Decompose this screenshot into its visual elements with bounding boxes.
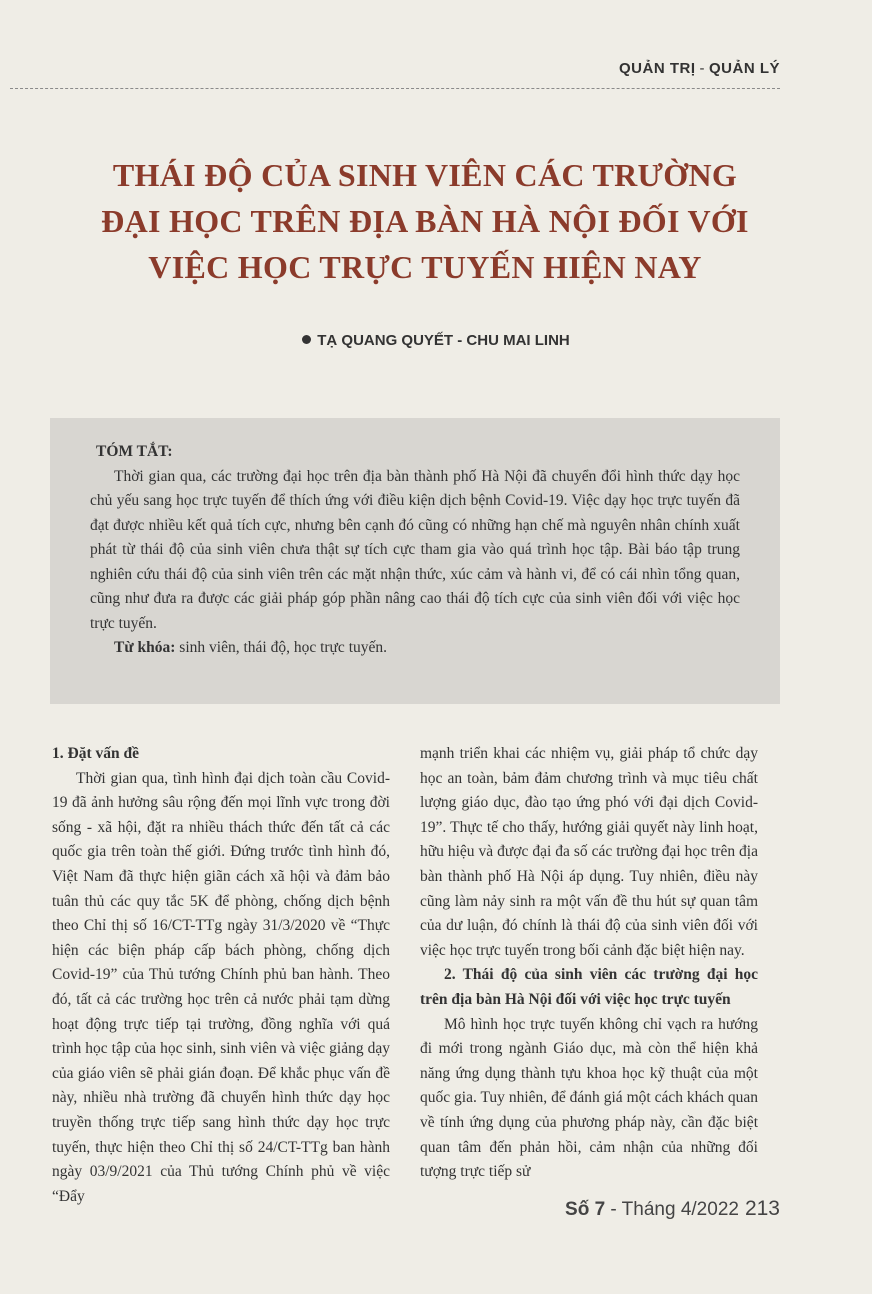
body-column-right [420,742,758,1185]
title-line-1: THÁI ĐỘ CỦA SINH VIÊN CÁC TRƯỜNG [112,157,738,193]
section-heading-1: 1. Đặt vấn đề [52,745,139,762]
authors [0,332,872,349]
keywords [90,636,740,661]
section-label [619,60,780,77]
keywords-text: sinh viên, thái độ, học trực tuyến. [175,639,388,656]
article-title [40,152,810,290]
section-separator: - [699,60,705,77]
bullet-icon [302,335,311,344]
body-paragraph-2: Mô hình học trực tuyến không chỉ vạch ra hướng đi mới trong ngành Giáo dục, mà còn thể hiện khả năng ứng dụng thành tựu khoa học kỹ thuật của một quốc gia. Tuy nhiên, để đánh giá một cách khách quan về tính ứng dụng của phương pháp này, cần đặc biệt quan tâm đến phản hồi, cảm nhận của những đối tượng trực tiếp sử [420,1015,758,1181]
title-line-3: VIỆC HỌC TRỰC TUYẾN HIỆN NAY [148,249,702,285]
abstract-heading: TÓM TẮT: [96,443,173,460]
abstract-box [50,418,780,704]
issue-number: Số 7 [565,1199,606,1220]
page-number: 213 [744,1197,780,1220]
section-name: QUẢN TRỊ [619,60,696,77]
author-names: TẠ QUANG QUYẾT - CHU MAI LINH [317,332,570,349]
body-column-left [52,742,390,1209]
title-line-2: ĐẠI HỌC TRÊN ĐỊA BÀN HÀ NỘI ĐỐI VỚI [101,203,749,239]
body-paragraph-continued: mạnh triển khai các nhiệm vụ, giải pháp tổ chức dạy học an toàn, bảm đảm chương trình và mục tiêu chất lượng giáo dục, đào tạo ứng phó với đại dịch Covid-19”. Thực tế cho thấy, hướng giải quyết này linh hoạt, hữu hiệu và được đại đa số các trường đại học trên địa bàn thành phố Hà Nội áp dụng. Tuy nhiên, điều này cũng làm nảy sinh ra một vấn đề thu hút sự quan tâm của dư luận, đó chính là thái độ của sinh viên đối với việc học trực tuyến trong bối cảnh đặc biệt hiện nay. [420,745,758,959]
keywords-label: Từ khóa: [114,639,176,656]
issue-date: - Tháng 4/2022 [605,1199,739,1220]
body-paragraph: Thời gian qua, tình hình đại dịch toàn cầu Covid-19 đã ảnh hưởng sâu rộng đến mọi lĩnh vực trong đời sống - xã hội, đặt ra nhiều thách thức đến tất cả các quốc gia trên toàn thế giới. Đứng trước tình hình đó, Việt Nam đã thực hiện giãn cách xã hội và đảm bảo tuân thủ các quy tắc 5K để phòng, chống dịch bệnh theo Chỉ thị số 16/CT-TTg ngày 31/3/2020 về “Thực hiện các biện pháp cấp bách phòng, chống dịch Covid-19” của Thủ tướng Chính phủ ban hành. Theo đó, tất cả các trường học trên cả nước phải tạm dừng hoạt động trực tiếp tại trường, đồng nghĩa với quá trình học tập của học sinh, sinh viên và việc giảng dạy của giáo viên sẽ phải gián đoạn. Để khắc phục vấn đề này, nhiều nhà trường đã chuyển hình thức dạy học truyền thống trực tiếp sang hình thức dạy học trực tuyến, thực hiện theo Chỉ thị số 24/CT-TTg ban hành ngày 03/9/2021 của Thủ tướng Chính phủ về việc “Đẩy [52,769,390,1205]
header-rule [10,88,780,89]
section-name-2: QUẢN LÝ [709,60,780,77]
abstract-text: Thời gian qua, các trường đại học trên địa bàn thành phố Hà Nội đã chuyển đổi hình thức dạy học chủ yếu sang học trực tuyến để thích ứng với điều kiện dịch bệnh Covid-19. Việc dạy học trực tuyến đã đạt được nhiều kết quả tích cực, nhưng bên cạnh đó cũng có những hạn chế mà nguyên nhân chính xuất phát từ thái độ của sinh viên chưa thật sự tích cực tham gia vào quá trình học tập. Bài báo tập trung nghiên cứu thái độ của sinh viên trên các mặt nhận thức, xúc cảm và hành vi, để có cái nhìn tổng quan, cũng như đưa ra được các giải pháp góp phần nâng cao thái độ tích cực của sinh viên đối với việc học trực tuyến. [90,467,740,632]
section-heading-2: 2. Thái độ của sinh viên các trường đại học trên địa bàn Hà Nội đối với việc học trực tuyến [420,966,758,1008]
page-footer [565,1197,780,1221]
